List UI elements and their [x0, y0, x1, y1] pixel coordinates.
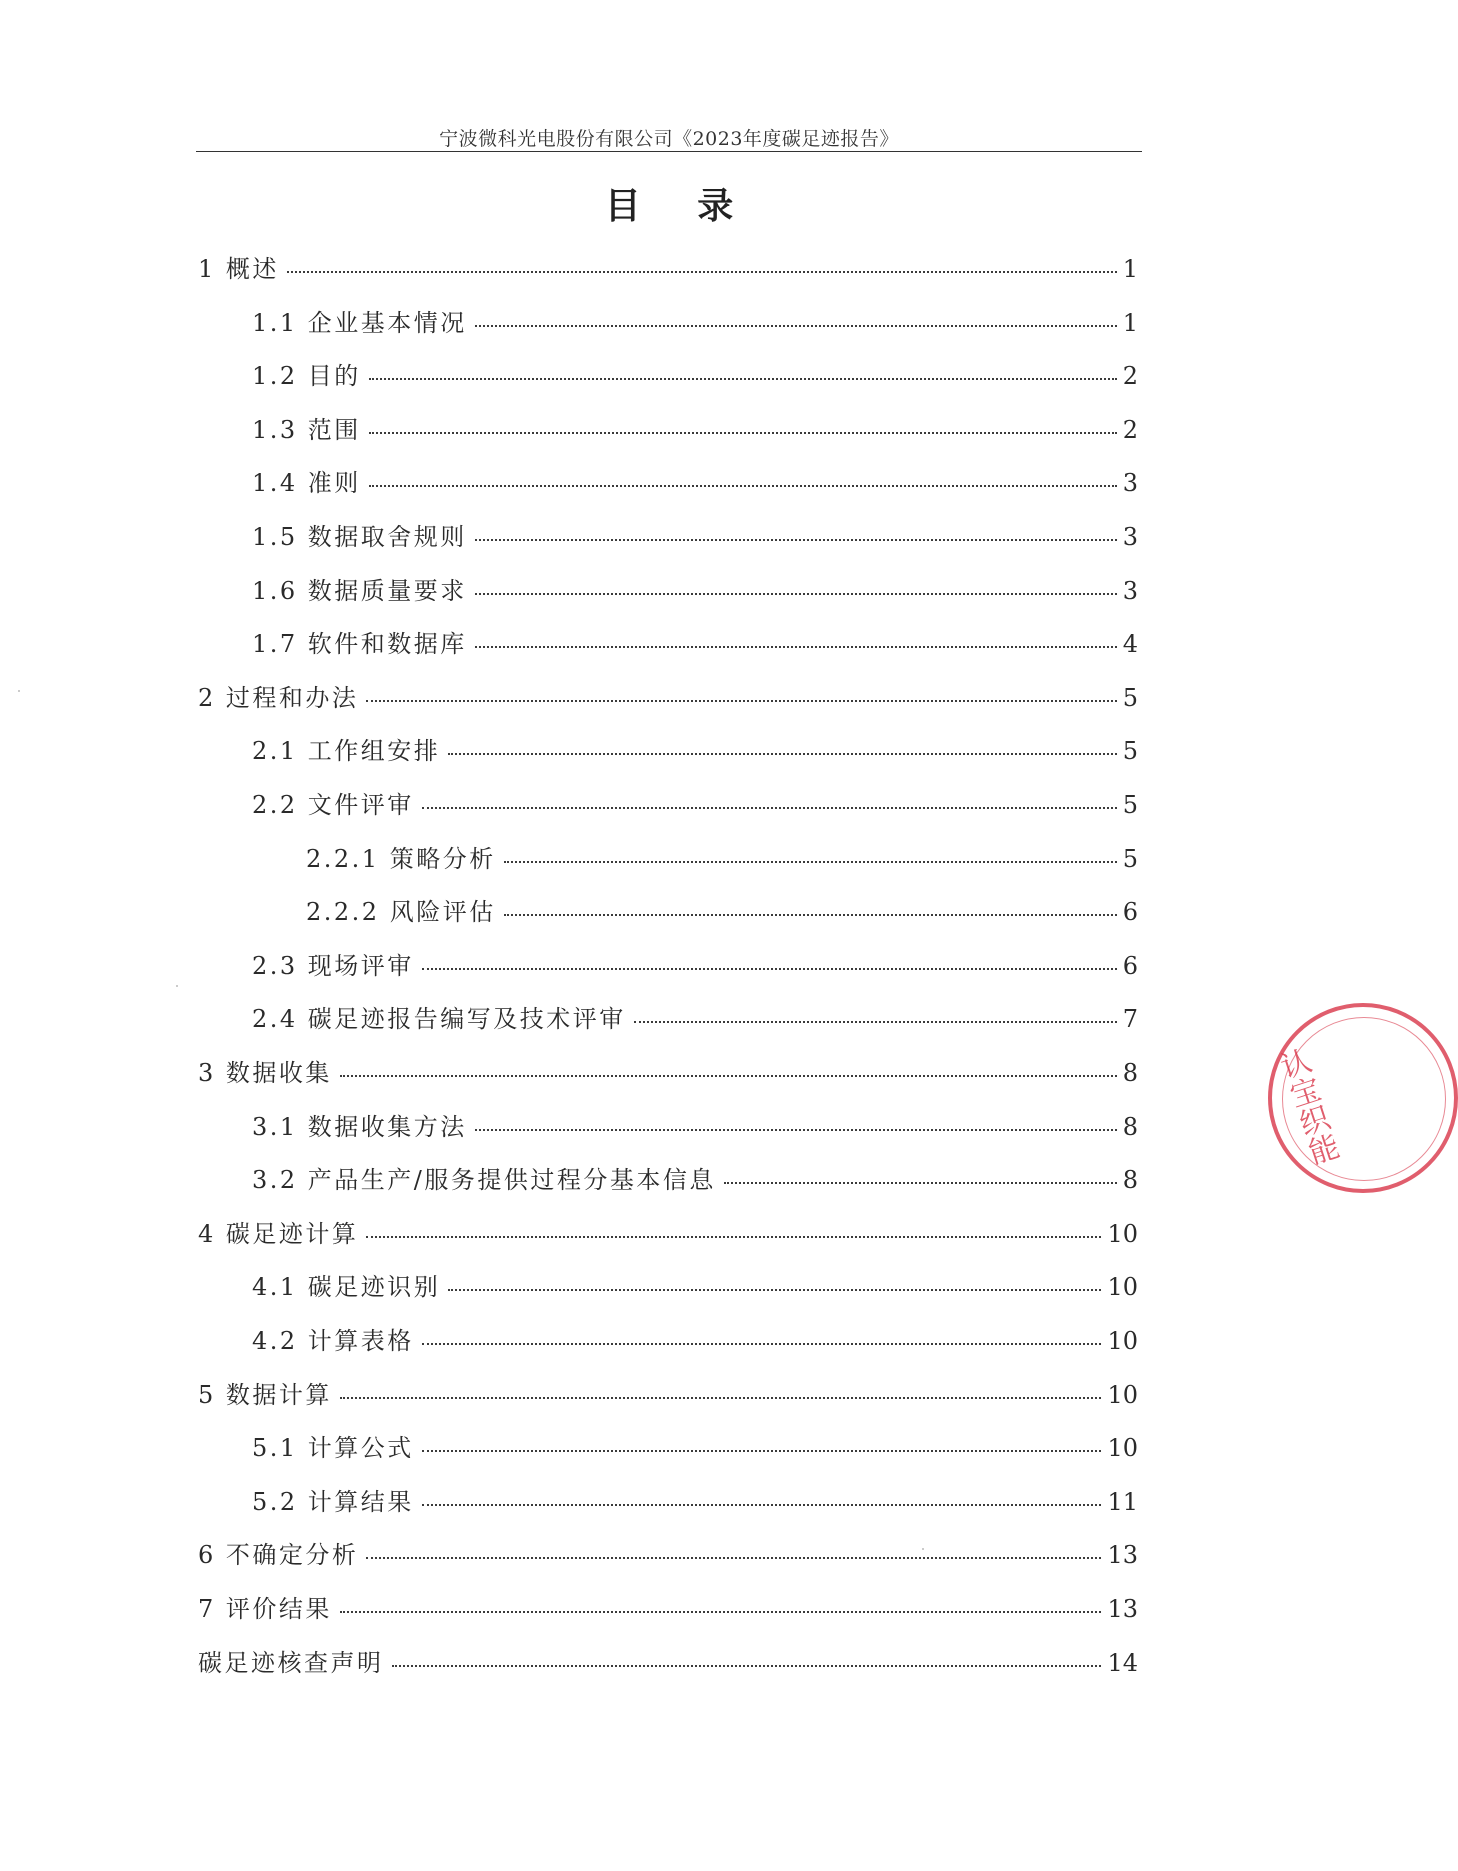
toc-dot-leader — [287, 271, 1117, 273]
toc-entry[interactable] — [252, 463, 1138, 497]
toc-dot-leader — [392, 1665, 1102, 1667]
toc-entry-page-number: 13 — [1107, 1541, 1138, 1569]
toc-entry-page-number: 5 — [1122, 737, 1138, 765]
toc-entry-page-number: 5 — [1122, 845, 1138, 873]
toc-entry-page-number: 10 — [1107, 1220, 1138, 1248]
toc-entry-label: 2.1 工作组安排 — [252, 737, 441, 765]
toc-entry-label: 3 数据收集 — [198, 1059, 332, 1087]
toc-dot-leader — [422, 1504, 1102, 1506]
toc-entry-page-number: 10 — [1107, 1434, 1138, 1462]
toc-entry-label: 2.4 碳足迹报告编写及技术评审 — [252, 1005, 626, 1033]
toc-dot-leader — [475, 646, 1117, 648]
toc-entry-page-number: 5 — [1122, 684, 1138, 712]
toc-dot-leader — [422, 968, 1117, 970]
toc-entry-page-number: 11 — [1107, 1488, 1138, 1516]
running-header: 宁波微科光电股份有限公司《2023年度碳足迹报告》 — [439, 128, 899, 150]
toc-dot-leader — [369, 432, 1117, 434]
toc-entry-page-number: 1 — [1122, 309, 1138, 337]
toc-dot-leader — [340, 1397, 1102, 1399]
toc-entry-label: 2.2.2 风险评估 — [306, 898, 496, 926]
toc-entry-label: 1.3 范围 — [252, 416, 361, 444]
toc-dot-leader — [366, 700, 1116, 702]
toc-entry[interactable] — [252, 571, 1138, 605]
toc-entry-page-number: 3 — [1122, 577, 1138, 605]
toc-entry-page-number: 6 — [1122, 898, 1138, 926]
toc-entry-page-number: 6 — [1122, 952, 1138, 980]
toc-entry[interactable] — [252, 999, 1138, 1033]
toc-entry-page-number: 13 — [1107, 1595, 1138, 1623]
toc-entry-label: 5.2 计算结果 — [252, 1488, 414, 1516]
toc-dot-leader — [340, 1075, 1117, 1077]
toc-entry[interactable] — [252, 1160, 1138, 1194]
toc-entry-label: 1.4 准则 — [252, 469, 361, 497]
toc-entry-label: 1.7 软件和数据库 — [252, 630, 467, 658]
toc-entry-label: 1.6 数据质量要求 — [252, 577, 467, 605]
toc-entry[interactable] — [198, 1375, 1138, 1409]
toc-dot-leader — [448, 1289, 1101, 1291]
toc-entry-page-number: 5 — [1122, 791, 1138, 819]
toc-entry-page-number: 10 — [1107, 1327, 1138, 1355]
toc-entry[interactable] — [252, 785, 1138, 819]
toc-entry[interactable] — [198, 1535, 1138, 1569]
toc-entry[interactable] — [252, 356, 1138, 390]
toc-entry-page-number: 2 — [1122, 362, 1138, 390]
toc-entry-page-number: 2 — [1122, 416, 1138, 444]
toc-entry[interactable] — [198, 678, 1138, 712]
toc-dot-leader — [366, 1236, 1101, 1238]
scan-speck — [18, 690, 20, 692]
toc-dot-leader — [504, 861, 1117, 863]
toc-entry[interactable] — [252, 946, 1138, 980]
toc-entry-label: 3.1 数据收集方法 — [252, 1113, 467, 1141]
toc-dot-leader — [475, 539, 1117, 541]
toc-title: 目 录 — [604, 185, 756, 227]
toc-entry-page-number: 8 — [1122, 1113, 1138, 1141]
toc-dot-leader — [366, 1557, 1101, 1559]
toc-dot-leader — [422, 807, 1117, 809]
toc-entry[interactable] — [252, 410, 1138, 444]
toc-entry-label: 2.2.1 策略分析 — [306, 845, 496, 873]
toc-entry-label: 2.2 文件评审 — [252, 791, 414, 819]
toc-entry-label: 2 过程和办法 — [198, 684, 359, 712]
toc-entry-page-number: 3 — [1122, 523, 1138, 551]
toc-entry-page-number: 4 — [1122, 630, 1138, 658]
toc-entry[interactable] — [306, 839, 1138, 873]
toc-entry-label: 4.1 碳足迹识别 — [252, 1273, 441, 1301]
toc-entry[interactable] — [198, 1643, 1138, 1677]
toc-entry-label: 7 评价结果 — [198, 1595, 332, 1623]
toc-entry-label: 1 概述 — [198, 255, 279, 283]
toc-entry[interactable] — [252, 303, 1138, 337]
toc-dot-leader — [475, 593, 1117, 595]
toc-entry[interactable] — [306, 892, 1138, 926]
toc-entry[interactable] — [198, 249, 1138, 283]
toc-entry[interactable] — [252, 1267, 1138, 1301]
toc-dot-leader — [475, 1129, 1117, 1131]
toc-entry[interactable] — [198, 1053, 1138, 1087]
toc-entry[interactable] — [252, 1321, 1138, 1355]
toc-dot-leader — [724, 1182, 1117, 1184]
toc-entry-page-number: 8 — [1122, 1059, 1138, 1087]
toc-entry[interactable] — [198, 1214, 1138, 1248]
toc-entry-page-number: 1 — [1122, 255, 1138, 283]
toc-entry-page-number: 10 — [1107, 1381, 1138, 1409]
seal-text: 认宝织能 — [1271, 1044, 1342, 1170]
toc-dot-leader — [475, 325, 1117, 327]
toc-dot-leader — [422, 1343, 1102, 1345]
scan-speck — [176, 985, 178, 987]
toc-entry-label: 1.5 数据取舍规则 — [252, 523, 467, 551]
toc-entry-label: 1.2 目的 — [252, 362, 361, 390]
toc-entry[interactable] — [198, 1589, 1138, 1623]
toc-dot-leader — [448, 753, 1116, 755]
toc-dot-leader — [634, 1021, 1117, 1023]
toc-dot-leader — [369, 485, 1117, 487]
toc-entry[interactable] — [252, 1482, 1138, 1516]
toc-entry-label: 5.1 计算公式 — [252, 1434, 414, 1462]
toc-entry[interactable] — [252, 1107, 1138, 1141]
toc-entry-page-number: 8 — [1122, 1166, 1138, 1194]
toc-entry-label: 3.2 产品生产/服务提供过程分基本信息 — [252, 1166, 716, 1194]
toc-dot-leader — [504, 914, 1117, 916]
red-seal-stamp — [1268, 1003, 1458, 1193]
toc-entry[interactable] — [252, 1428, 1138, 1462]
toc-entry-page-number: 14 — [1107, 1649, 1138, 1677]
toc-entry-label: 4 碳足迹计算 — [198, 1220, 359, 1248]
toc-entry-label: 6 不确定分析 — [198, 1541, 359, 1569]
toc-entry-label: 4.2 计算表格 — [252, 1327, 414, 1355]
toc-entry-label: 碳足迹核查声明 — [198, 1649, 384, 1677]
toc-entry-page-number: 10 — [1107, 1273, 1138, 1301]
scan-speck — [922, 1548, 924, 1550]
toc-dot-leader — [340, 1611, 1102, 1613]
toc-entry-label: 1.1 企业基本情况 — [252, 309, 467, 337]
toc-dot-leader — [422, 1450, 1102, 1452]
toc-entry-page-number: 7 — [1122, 1005, 1138, 1033]
toc-entry-label: 5 数据计算 — [198, 1381, 332, 1409]
toc-entry-label: 2.3 现场评审 — [252, 952, 414, 980]
toc-dot-leader — [369, 378, 1117, 380]
toc-entry-page-number: 3 — [1122, 469, 1138, 497]
toc-entry[interactable] — [252, 624, 1138, 658]
toc-entry[interactable] — [252, 517, 1138, 551]
toc-entry[interactable] — [252, 731, 1138, 765]
